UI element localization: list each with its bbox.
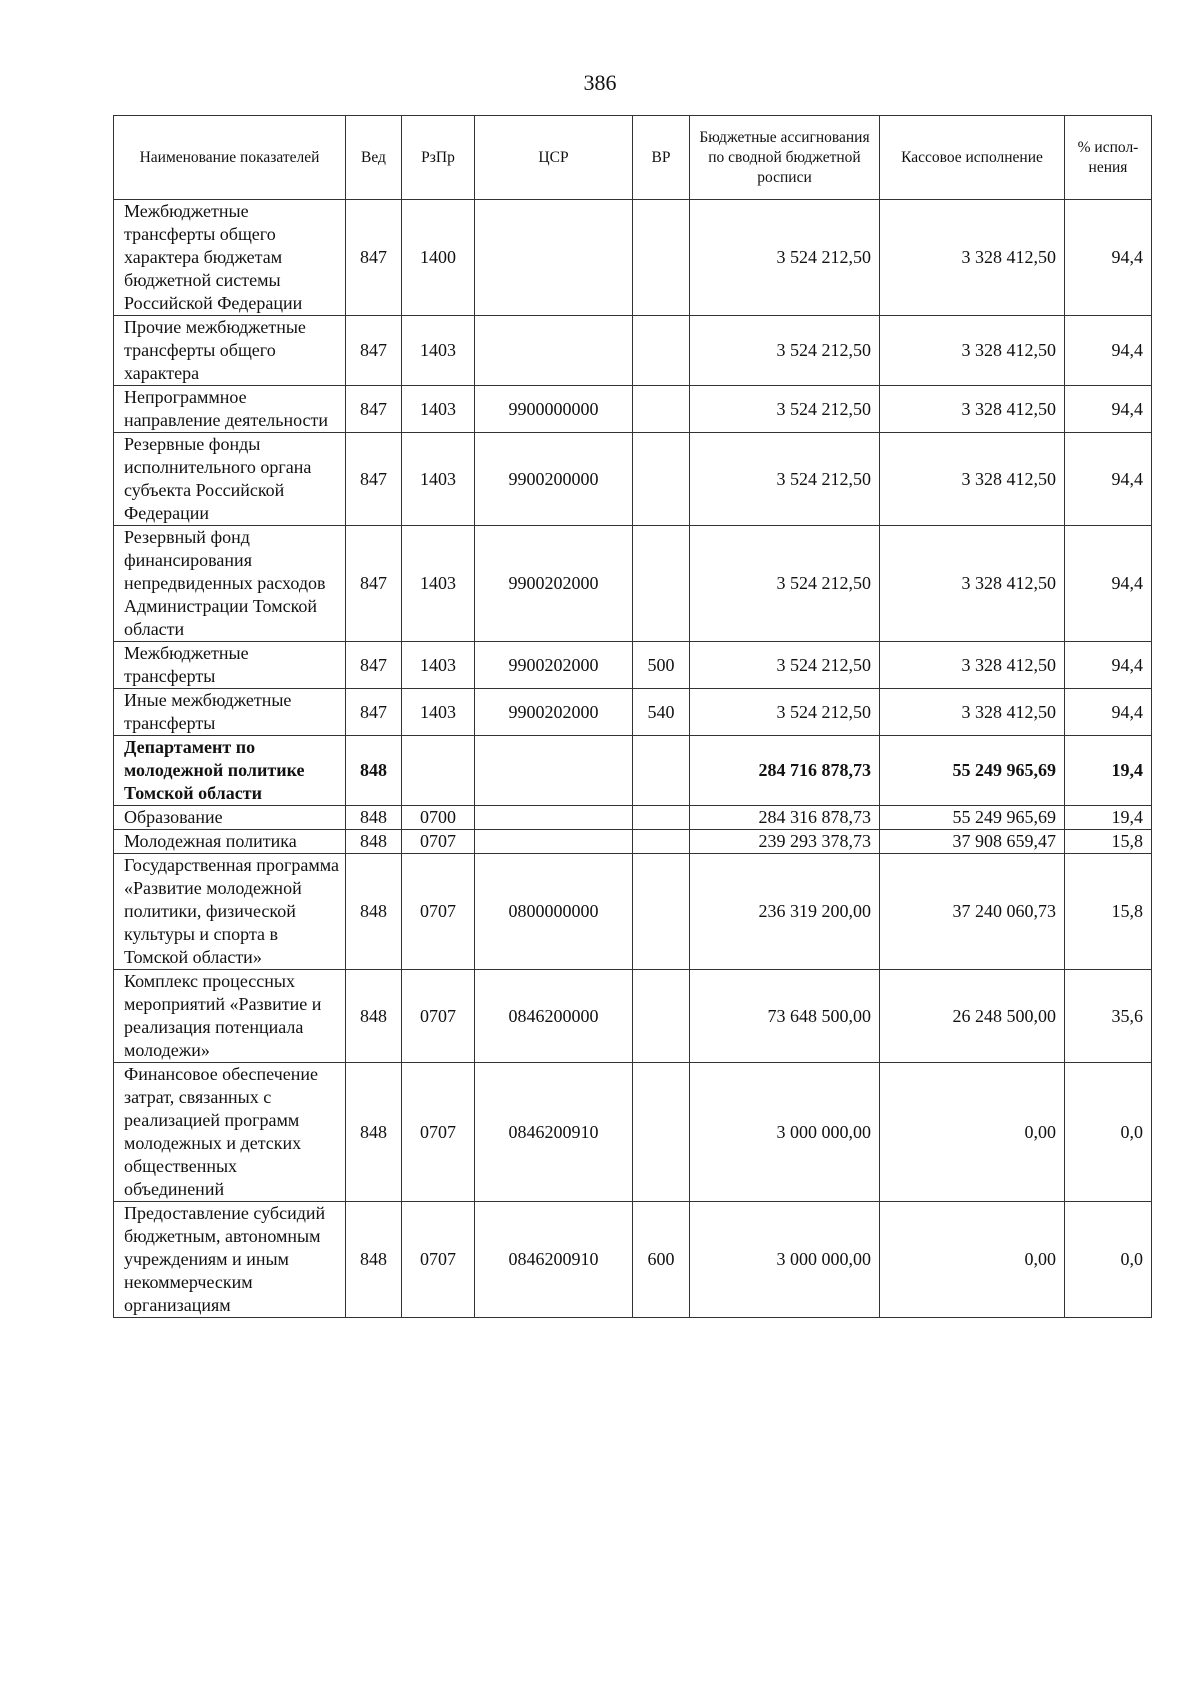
table-row [114,1063,1152,1202]
cell-percent: 15,8 [1065,830,1152,854]
cell-cash: 0,00 [880,1063,1065,1202]
table-row [114,642,1152,689]
cell-vr [633,200,690,316]
cell-csr [475,200,633,316]
cell-csr: 0846200910 [475,1063,633,1202]
cell-vr [633,830,690,854]
cell-percent: 94,4 [1065,316,1152,386]
cell-vr [633,433,690,526]
table-row [114,970,1152,1063]
cell-ved: 848 [346,1202,402,1318]
cell-percent: 19,4 [1065,736,1152,806]
table-row [114,806,1152,830]
cell-budget: 3 524 212,50 [690,386,880,433]
cell-cash: 55 249 965,69 [880,736,1065,806]
cell-percent: 94,4 [1065,200,1152,316]
table-row [114,1202,1152,1318]
cell-budget: 3 524 212,50 [690,316,880,386]
cell-name: Резервные фонды исполнительного органа субъекта Российской Федерации [114,433,346,526]
cell-csr [475,736,633,806]
cell-percent: 94,4 [1065,526,1152,642]
cell-name: Финансовое обеспечение затрат, связанных с реализацией программ молодежных и детских общественных объединений [114,1063,346,1202]
cell-ved: 847 [346,642,402,689]
cell-percent: 94,4 [1065,642,1152,689]
cell-vr [633,1063,690,1202]
cell-name: Межбюджетные трансферты общего характера бюджетам бюджетной системы Российской Федерации [114,200,346,316]
cell-cash: 3 328 412,50 [880,433,1065,526]
table-row [114,689,1152,736]
cell-cash: 37 240 060,73 [880,854,1065,970]
cell-vr: 500 [633,642,690,689]
cell-ved: 847 [346,316,402,386]
cell-budget: 3 524 212,50 [690,642,880,689]
cell-percent: 19,4 [1065,806,1152,830]
cell-vr [633,386,690,433]
cell-ved: 847 [346,433,402,526]
table-row [114,854,1152,970]
header-name: Наименование показателей [114,116,346,200]
cell-vr: 540 [633,689,690,736]
cell-rzpr: 1403 [402,316,475,386]
cell-rzpr: 0707 [402,970,475,1063]
cell-name: Межбюджетные трансферты [114,642,346,689]
table-row [114,830,1152,854]
cell-vr [633,736,690,806]
table-row [114,526,1152,642]
cell-cash: 3 328 412,50 [880,642,1065,689]
table-row [114,200,1152,316]
cell-budget: 284 316 878,73 [690,806,880,830]
budget-execution-table [113,115,1152,1318]
cell-name: Государственная программа «Развитие молодежной политики, физической культуры и спорта в Томской области» [114,854,346,970]
cell-cash: 37 908 659,47 [880,830,1065,854]
cell-cash: 3 328 412,50 [880,200,1065,316]
cell-budget: 3 000 000,00 [690,1063,880,1202]
header-percent: % испол-нения [1065,116,1152,200]
cell-name: Комплекс процессных мероприятий «Развитие и реализация потенциала молодежи» [114,970,346,1063]
cell-csr: 0846200000 [475,970,633,1063]
cell-name: Прочие межбюджетные трансферты общего характера [114,316,346,386]
table-header-row [114,116,1152,200]
cell-rzpr: 0707 [402,830,475,854]
cell-ved: 847 [346,386,402,433]
cell-budget: 73 648 500,00 [690,970,880,1063]
cell-csr: 9900000000 [475,386,633,433]
cell-cash: 3 328 412,50 [880,689,1065,736]
cell-name: Резервный фонд финансирования непредвиденных расходов Администрации Томской области [114,526,346,642]
cell-csr [475,830,633,854]
cell-csr [475,316,633,386]
cell-ved: 847 [346,526,402,642]
cell-cash: 26 248 500,00 [880,970,1065,1063]
cell-budget: 3 524 212,50 [690,433,880,526]
cell-budget: 239 293 378,73 [690,830,880,854]
cell-cash: 3 328 412,50 [880,526,1065,642]
cell-csr: 0800000000 [475,854,633,970]
cell-cash: 3 328 412,50 [880,316,1065,386]
cell-percent: 94,4 [1065,433,1152,526]
cell-ved: 848 [346,736,402,806]
cell-budget: 284 716 878,73 [690,736,880,806]
cell-rzpr: 1400 [402,200,475,316]
page-number: 386 [583,70,617,95]
cell-rzpr: 1403 [402,433,475,526]
cell-ved: 848 [346,970,402,1063]
header-vr: ВР [633,116,690,200]
cell-percent: 15,8 [1065,854,1152,970]
cell-ved: 848 [346,830,402,854]
table-body [114,200,1152,1318]
cell-rzpr: 0707 [402,854,475,970]
cell-csr: 9900202000 [475,642,633,689]
cell-cash: 3 328 412,50 [880,386,1065,433]
cell-rzpr: 0707 [402,1063,475,1202]
cell-rzpr: 1403 [402,642,475,689]
header-ved: Вед [346,116,402,200]
cell-ved: 848 [346,854,402,970]
header-rzpr: РзПр [402,116,475,200]
cell-rzpr: 0707 [402,1202,475,1318]
cell-vr [633,526,690,642]
table-row [114,386,1152,433]
cell-csr: 9900202000 [475,689,633,736]
cell-csr [475,806,633,830]
cell-name: Предоставление субсидий бюджетным, автономным учреждениям и иным некоммерческим организациям [114,1202,346,1318]
cell-rzpr: 1403 [402,386,475,433]
cell-name: Департамент по молодежной политике Томской области [114,736,346,806]
header-csr: ЦСР [475,116,633,200]
cell-rzpr [402,736,475,806]
cell-percent: 35,6 [1065,970,1152,1063]
cell-csr: 9900200000 [475,433,633,526]
cell-percent: 0,0 [1065,1202,1152,1318]
table-row [114,736,1152,806]
cell-rzpr: 1403 [402,689,475,736]
cell-name: Иные межбюджетные трансферты [114,689,346,736]
cell-ved: 848 [346,1063,402,1202]
cell-name: Непрограммное направление деятельности [114,386,346,433]
cell-budget: 3 524 212,50 [690,689,880,736]
cell-name: Образование [114,806,346,830]
cell-budget: 3 524 212,50 [690,526,880,642]
table-row [114,433,1152,526]
cell-vr [633,806,690,830]
cell-vr: 600 [633,1202,690,1318]
cell-vr [633,854,690,970]
cell-vr [633,970,690,1063]
cell-ved: 847 [346,200,402,316]
cell-percent: 94,4 [1065,689,1152,736]
cell-percent: 0,0 [1065,1063,1152,1202]
cell-cash: 0,00 [880,1202,1065,1318]
cell-cash: 55 249 965,69 [880,806,1065,830]
cell-percent: 94,4 [1065,386,1152,433]
header-budget: Бюджетные ассигнования по сводной бюджетной росписи [690,116,880,200]
header-cash: Кассовое исполнение [880,116,1065,200]
cell-csr: 0846200910 [475,1202,633,1318]
cell-rzpr: 0700 [402,806,475,830]
table-row [114,316,1152,386]
cell-csr: 9900202000 [475,526,633,642]
cell-ved: 848 [346,806,402,830]
cell-budget: 3 000 000,00 [690,1202,880,1318]
cell-ved: 847 [346,689,402,736]
cell-rzpr: 1403 [402,526,475,642]
cell-name: Молодежная политика [114,830,346,854]
cell-budget: 236 319 200,00 [690,854,880,970]
cell-budget: 3 524 212,50 [690,200,880,316]
cell-vr [633,316,690,386]
